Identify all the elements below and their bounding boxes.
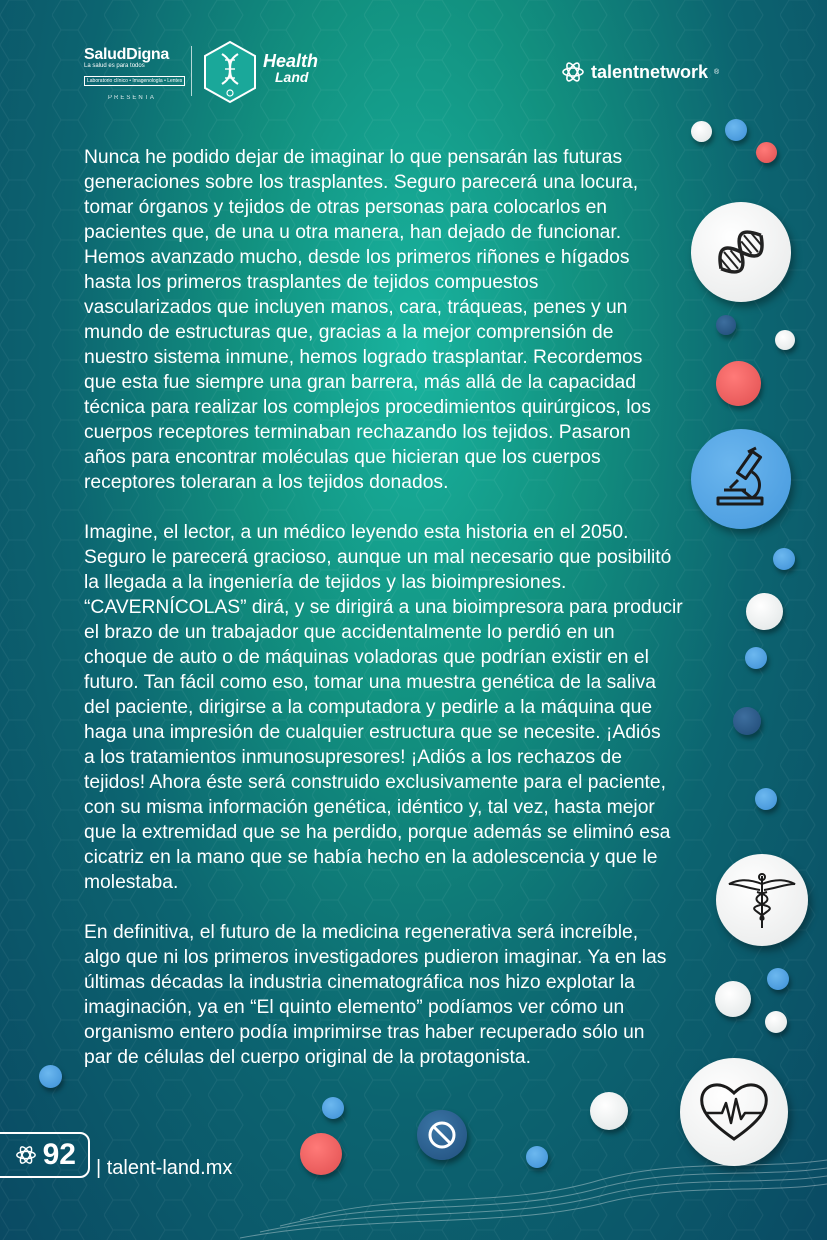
article-paragraph-3: En definitiva, el futuro de la medicina regenerativa será increíble, algo que ni los primeros investigadores pudieron imaginar. Ya en las últimas décadas la industria cinematográfica nos hizo explotar la imaginación, ya en “El quinto elemento” podíamos ver cómo un organismo entero podía imprimirse tras haber recuperado sólo un par de células del cuerpo original de la protagonista. [84,922,667,1068]
decor-dot [691,121,712,142]
page-header [0,0,827,110]
atom-icon [561,60,585,84]
network-name: talentnetwork [591,61,709,82]
decor-dot [765,1011,787,1033]
decor-dot [746,593,783,630]
registered-mark: ® [714,68,720,76]
atom-icon [15,1144,37,1166]
prohibited-icon [426,1119,458,1151]
page-number-box [0,1132,90,1178]
sponsor-tagline: La salud es para todos [84,63,145,69]
presenta-label: PRESENTA [108,95,156,101]
caduceus-icon [727,870,797,930]
header-divider [191,46,192,96]
healthland-badge-icon [202,40,258,104]
footer-url: | talent-land.mx [96,1157,233,1179]
decor-dot [590,1092,628,1130]
decor-dot [745,647,767,669]
saluddigna-logo [84,46,184,101]
decor-dot [725,119,747,141]
article-body [84,145,734,1095]
article-paragraph-2: Imagine, el lector, a un médico leyendo esta historia en el 2050. Seguro le parecerá gracioso, aunque un mal necesario que posibilitó la llegada a la ingeniería de tejidos y las bioimpresiones. “CAVERNÍCOLAS” dirá, y se dirigirá a una bioimpresora para producir el brazo de un trabajador que accidentalmente lo perdió en un choque de auto o de máquinas voladoras que podrían existir en el futuro. Tan fácil como eso, tomar una muestra genética de la saliva del paciente, dirigirse a la computadora y pedirle a la máquina que haga una impresión de cualquier estructura que se necesite. ¡Adiós a los tratamientos inmunosupresores! ¡Adiós a los rechazos de tejidos! Ahora éste será construido exclusivamente para el paciente, con su misma información genética, idéntico y, tal vez, hasta mejor que la extremidad que se ha perdido, porque además se eliminó esa cicatriz en la mano que se había hecho en la adolescencia y que le molestaba. [84,522,683,893]
decor-dot [767,968,789,990]
page-number: 92 [42,1138,76,1171]
decor-dot [775,330,795,350]
prohibited-icon-badge [417,1110,467,1160]
decor-dot [773,548,795,570]
healthland-title-2: Land [275,69,309,85]
article-paragraph-1: Nunca he podido dejar de imaginar lo que pensarán las futuras generaciones sobre los trasplantes. Seguro parecerá una locura, tomar órganos y tejidos de otras personas para colocarlos en pacientes que, de una u otra manera, han dejado de funcionar. Hemos avanzado mucho, desde los primeros riñones e hígados hasta los primeros trasplantes de tejidos compuestos vascularizados que incluyen manos, cara, tráqueas, penes y un mundo de estructuras que, gracias a la mejor comprensión de nuestro sistema inmune, hemos logrado trasplantar. Recordemos que esta fue siempre una gran barrera, más allá de la capacidad técnica para realizar los complejos procedimientos quirúrgicos, los cuerpos receptores terminaban rechazando los tejidos. Pasaron años para encontrar moléculas que hicieran que los cuerpos receptores toleraran a los tejidos donados. [84,147,651,493]
sponsor-services: Laboratorio clínico • Imagenología • Lentes [84,76,185,86]
healthland-title [263,53,318,85]
decor-dot [756,142,777,163]
healthland-title-1: Health [263,51,319,71]
talentnetwork-logo [561,60,719,84]
decor-dot [733,707,761,735]
decor-dot [39,1065,62,1088]
decor-dot [322,1097,344,1119]
decor-dot [755,788,777,810]
sponsor-name: SaludDigna [84,46,170,63]
